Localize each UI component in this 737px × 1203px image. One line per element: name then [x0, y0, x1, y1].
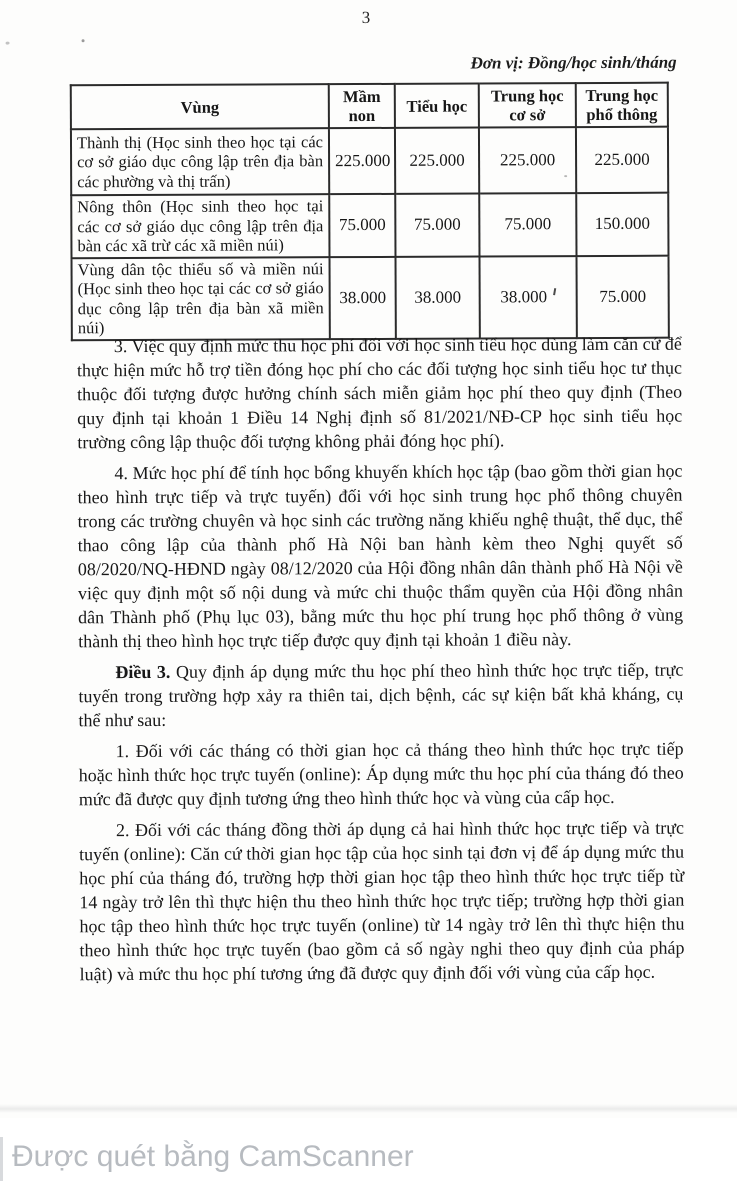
column-header-tieu-hoc: Tiểu học	[395, 84, 479, 128]
fee-cell: 150.000	[576, 193, 668, 256]
watermark-left-bar	[0, 1137, 3, 1181]
fee-cell: 38.000	[479, 256, 576, 338]
fee-cell: 225.000	[479, 127, 576, 193]
region-cell: Thành thị (Học sinh theo học tại các cơ sở giáo dục công lập trên địa bàn các phường và thị trấn)	[71, 128, 329, 195]
region-cell: Nông thôn (Học sinh theo học tại các cơ sở giáo dục công lập trên địa bàn các xã trừ các xã miền núi)	[71, 194, 329, 258]
fee-cell: 225.000	[576, 127, 668, 193]
scan-edge-shadow	[0, 1104, 737, 1113]
article-label: Điều 3.	[115, 661, 171, 683]
column-header-mam-non: Mầm non	[329, 84, 395, 128]
paragraph-item-2: 2. Đối với các tháng đồng thời áp dụng cả hai hình thức học trực tiếp và trực tuyến (online): Căn cứ thời gian học tập của học sinh tại đơn vị để áp dụng mức thu học phí của tháng đó, trường hợp thời gian học tập theo hình thức học trực tiếp từ 14 ngày trở lên thì thực hiện thu theo hình thức học trực tiếp; trường hợp thời gian học tập theo hình thức học trực tuyến (online) từ 14 ngày trở lên thì thực hiện thu theo hình thức học trực tuyến (bao gồm cả số ngày nghi theo quy định của pháp luật) và mức thu học phí tương ứng đã được quy định đối với vùng của cấp học.	[79, 817, 685, 985]
fee-cell: 75.000	[395, 194, 479, 257]
fee-cell: 75.000	[479, 193, 576, 256]
paragraph-3: 3. Việc quy định mức thu học phí đối với học sinh tiểu học dùng làm căn cứ để thực hiện mức hỗ trợ tiền đóng học phí cho các đối tượng học sinh tiểu học tư thục thuộc đối tượng được hưởng chính sách miễn giảm học phí theo quy định (Theo quy định tại khoản 1 Điều 14 Nghị định số 81/2021/NĐ-CP học sinh tiểu học trường công lập thuộc đối tượng không phải đóng học phí).	[76, 333, 683, 453]
column-header-thpt: Trung học phổ thông	[576, 83, 668, 127]
fee-cell: 75.000	[576, 255, 668, 337]
paragraph-item-1: 1. Đối với các tháng có thời gian học cả tháng theo hình thức học trực tiếp hoặc hình thức học trực tuyến (online): Áp dụng mức thu học phí của tháng đó theo mức đã được quy định tương ứng theo hình thức học và vùng của cấp học.	[78, 738, 684, 810]
scan-speckle	[82, 39, 85, 42]
tuition-fee-table	[70, 82, 670, 341]
fee-cell: 75.000	[329, 194, 395, 257]
column-header-region: Vùng	[71, 84, 329, 129]
fee-cell: 38.000	[329, 256, 395, 338]
fee-cell: 225.000	[395, 128, 479, 194]
scan-artifact-mark	[553, 288, 556, 295]
unit-note: Đơn vị: Đồng/học sinh/tháng	[470, 52, 677, 73]
region-cell: Vùng dân tộc thiểu số và miền núi (Học sinh theo học tại các cơ sở giáo dục công lập trên địa bàn xã miền núi)	[72, 257, 330, 340]
paragraph-dieu-3	[78, 658, 683, 733]
table-header-row	[71, 83, 668, 130]
paragraph-4: 4. Mức học phí để tính học bổng khuyến khích học tập (bao gồm thời gian học theo hình trực tiếp và trực tuyến) đối với học sinh trung học phổ thông chuyên trong các trường chuyên và học sinh các trường năng khiếu nghệ thuật, thể dục, thể thao công lập của thành phố Hà Nội ban hành kèm theo Nghị quyết số 08/2020/NQ-HĐND ngày 08/12/2020 của Hội đồng nhân dân thành phố Hà Nội về việc quy định một số nội dung và mức chi thuộc thẩm quyền của Hội đồng nhân dân Thành phố (Phụ lục 03), bằng mức thu học phí trung học phổ thông ở vùng thành thị theo hình học trực tiếp được quy định tại khoản 1 điều này.	[77, 460, 684, 652]
fee-cell: 225.000	[329, 128, 395, 194]
fee-cell: 38.000	[395, 256, 479, 338]
page-number: 3	[361, 7, 371, 28]
table-row	[71, 193, 668, 258]
column-header-thcs: Trung học cơ sở	[479, 83, 576, 127]
scan-speckle	[6, 42, 10, 45]
camscanner-watermark-text: Được quét bằng CamScanner	[12, 1140, 414, 1173]
article-text: Quy định áp dụng mức thu học phí theo hình thức học trực tiếp, trực tuyến trong trường hợp xảy ra thiên tai, dịch bệnh, các sự kiện bất khả kháng, cụ thể như sau:	[78, 659, 684, 731]
table-row	[72, 255, 669, 340]
document-body	[77, 332, 685, 994]
camscanner-watermark-strip	[0, 1118, 737, 1201]
table-row	[71, 127, 668, 196]
